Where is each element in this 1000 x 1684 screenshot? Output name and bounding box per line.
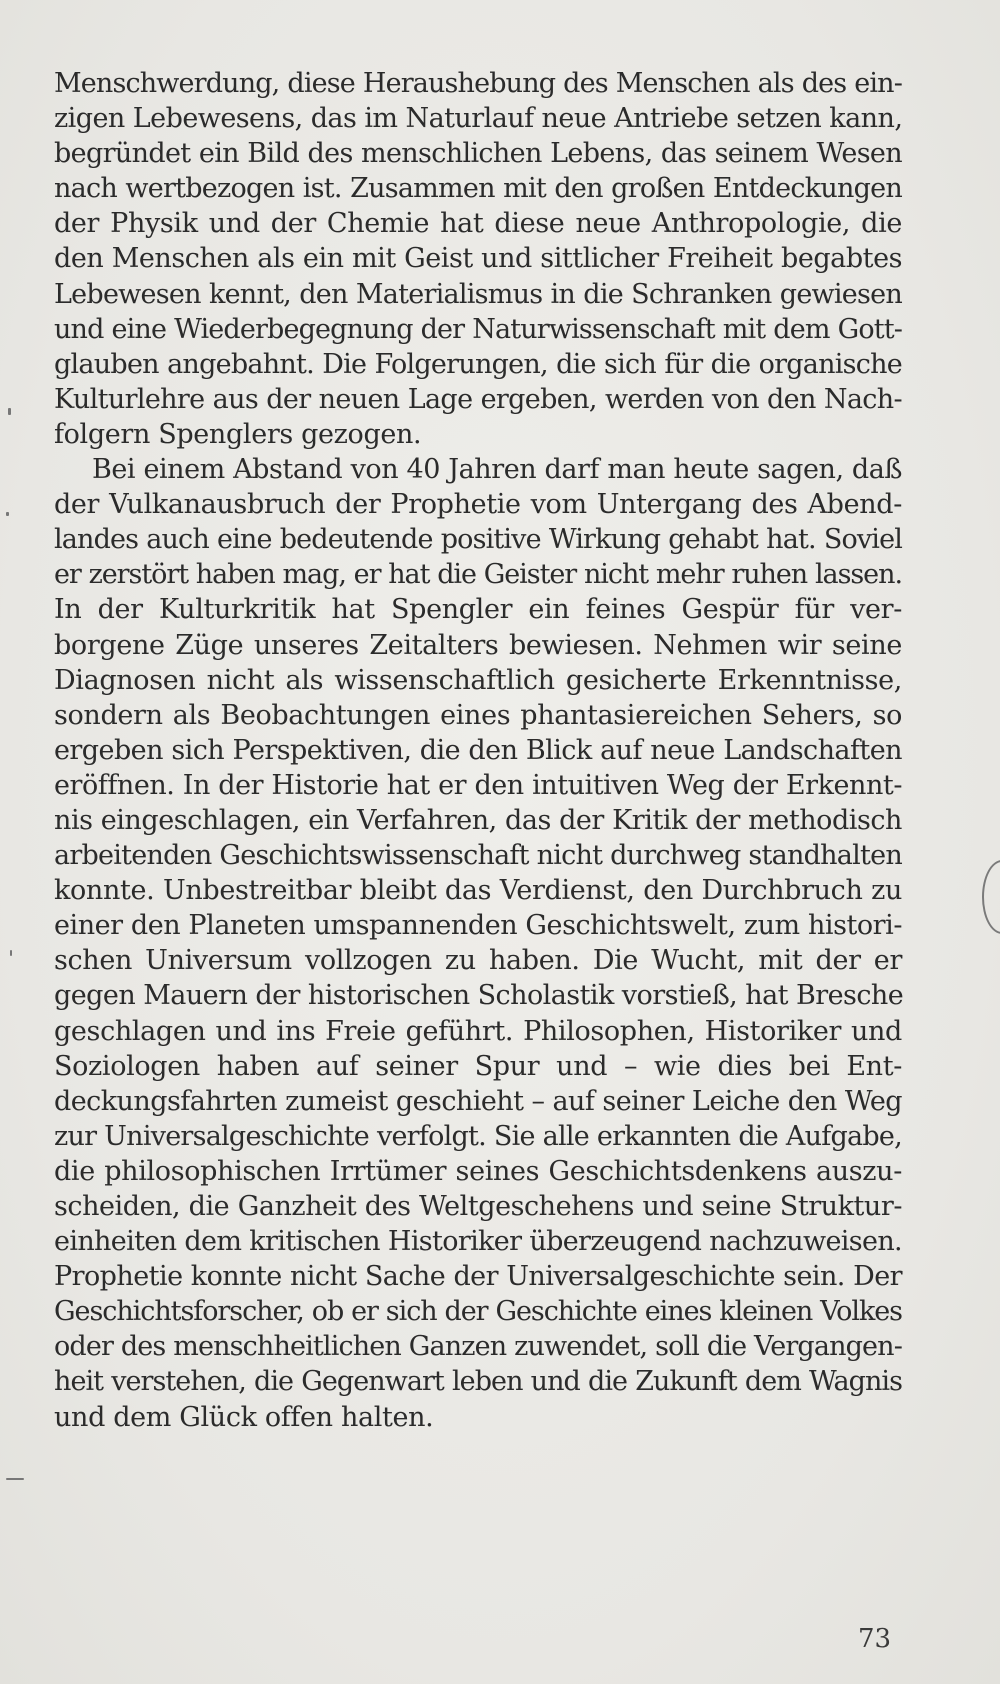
text-line: deckungsfahrten zumeist geschieht – auf seiner Leiche den Weg bbox=[54, 1085, 902, 1117]
text-line: gegen Mauern der historischen Scholastik vorstieß, hat Bresche bbox=[54, 980, 904, 1012]
text-line: Kulturlehre aus der neuen Lage ergeben, werden von den Nach- bbox=[54, 383, 902, 415]
text-line: In der Kulturkritik hat Spengler ein feines Gespür für ver- bbox=[54, 594, 902, 626]
text-line: der Physik und der Chemie hat diese neue Anthropologie, die bbox=[54, 208, 902, 240]
scan-speck bbox=[6, 1478, 24, 1480]
text-line: Lebewesen kennt, den Materialismus in die Schranken gewiesen bbox=[54, 278, 902, 310]
text-line: sondern als Beobachtungen eines phantasiereichen Sehers, so bbox=[54, 699, 902, 731]
text-line: zur Universalgeschichte verfolgt. Sie alle erkannten die Aufgabe, bbox=[54, 1120, 902, 1152]
text-line: den Menschen als ein mit Geist und sittlicher Freiheit begabtes bbox=[54, 243, 902, 275]
page-number: 73 bbox=[858, 1624, 892, 1654]
text-line: er zerstört haben mag, er hat die Geister nicht mehr ruhen lassen. bbox=[54, 559, 902, 591]
text-line: arbeitenden Geschichtswissenschaft nicht durchweg standhalten bbox=[54, 840, 902, 872]
text-line: heit verstehen, die Gegenwart leben und die Zukunft dem Wagnis bbox=[54, 1366, 902, 1398]
text-line: Prophetie konnte nicht Sache der Universalgeschichte sein. Der bbox=[54, 1261, 902, 1293]
text-line: Geschichtsforscher, ob er sich der Geschichte eines kleinen Volkes bbox=[54, 1296, 902, 1328]
text-line: konnte. Unbestreitbar bleibt das Verdienst, den Durchbruch zu bbox=[54, 875, 902, 907]
paragraph bbox=[54, 66, 902, 452]
text-line: Menschwerdung, diese Heraushebung des Menschen als des ein- bbox=[54, 68, 902, 99]
scan-speck bbox=[8, 408, 11, 415]
text-line: schen Universum vollzogen zu haben. Die Wucht, mit der er bbox=[54, 945, 902, 977]
text-line: eröffnen. In der Historie hat er den intuitiven Weg der Erkennt- bbox=[54, 769, 902, 801]
text-line: einer den Planeten umspannenden Geschichtswelt, zum histori- bbox=[54, 910, 902, 942]
text-line: glauben angebahnt. Die Folgerungen, die sich für die organische bbox=[54, 348, 902, 380]
text-line: zigen Lebewesens, das im Naturlauf neue Antriebe setzen kann, bbox=[54, 103, 903, 135]
body-text bbox=[54, 66, 902, 1435]
text-line: die philosophischen Irrtümer seines Geschichtsdenkens auszu- bbox=[54, 1155, 902, 1187]
scan-speck bbox=[10, 950, 12, 956]
text-line: folgern Spenglers gezogen. bbox=[54, 418, 422, 450]
text-line: Soziologen haben auf seiner Spur und – wie dies bei Ent- bbox=[54, 1050, 902, 1082]
text-line: einheiten dem kritischen Historiker überzeugend nachzuweisen. bbox=[54, 1226, 902, 1258]
text-line: und eine Wiederbegegnung der Naturwissenschaft mit dem Gott- bbox=[54, 313, 902, 345]
text-line: Bei einem Abstand von 40 Jahren darf man heute sagen, daß bbox=[92, 454, 902, 486]
page-edge-mark bbox=[982, 860, 1000, 934]
text-line: scheiden, die Ganzheit des Weltgeschehens und seine Struktur- bbox=[54, 1191, 902, 1222]
text-line: oder des menschheitlichen Ganzen zuwendet, soll die Vergangen- bbox=[54, 1331, 902, 1363]
paragraph bbox=[54, 452, 902, 1435]
text-line: geschlagen und ins Freie geführt. Philosophen, Historiker und bbox=[54, 1015, 902, 1047]
text-line: der Vulkanausbruch der Prophetie vom Untergang des Abend- bbox=[54, 489, 902, 521]
text-line: nis eingeschlagen, ein Verfahren, das der Kritik der methodisch bbox=[54, 804, 902, 836]
text-line: borgene Züge unseres Zeitalters bewiesen. Nehmen wir seine bbox=[54, 629, 902, 661]
text-line: nach wertbezogen ist. Zusammen mit den großen Entdeckungen bbox=[54, 173, 902, 205]
text-line: begründet ein Bild des menschlichen Lebens, das seinem Wesen bbox=[54, 138, 902, 170]
scan-speck bbox=[6, 512, 9, 516]
text-line: landes auch eine bedeutende positive Wirkung gehabt hat. Soviel bbox=[54, 524, 902, 556]
text-line: Diagnosen nicht als wissenschaftlich gesicherte Erkenntnisse, bbox=[54, 664, 902, 696]
text-line: und dem Glück offen halten. bbox=[54, 1401, 434, 1433]
text-line: ergeben sich Perspektiven, die den Blick auf neue Landschaften bbox=[54, 734, 902, 766]
